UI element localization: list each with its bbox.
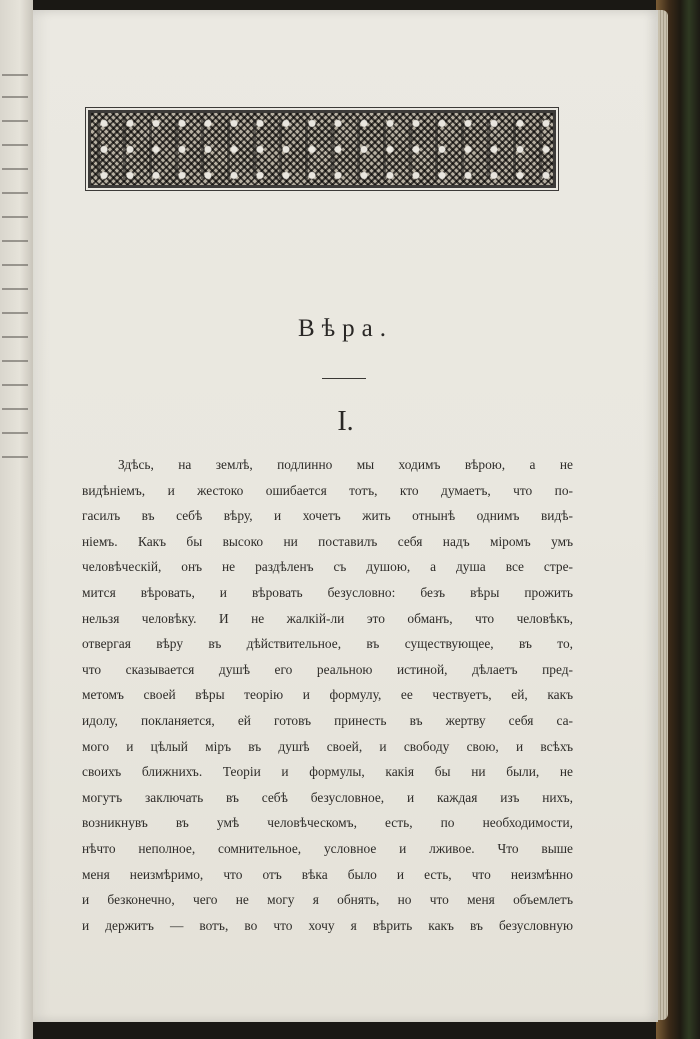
text-line: нельзя человѣку. И не жалкій-ли это обманъ, что человѣкъ, [82, 610, 573, 626]
text-line: гасилъ въ себѣ вѣру, и хочетъ жить отнынѣ однимъ видѣ- [82, 508, 573, 524]
section-numeral: I. [337, 406, 354, 437]
ornament-pattern [97, 119, 547, 179]
text-line: идолу, покланяется, ей готовъ принесть въ жертву себя са- [82, 712, 573, 728]
facing-page-text-fragment [2, 132, 28, 146]
facing-page-edge [0, 0, 33, 1039]
facing-page-text-fragment [2, 252, 28, 266]
facing-page-text-fragment [2, 396, 28, 410]
facing-page-text-fragment [2, 372, 28, 386]
facing-page-text-fragment [2, 420, 28, 434]
text-line: ніемъ. Какъ бы высоко ни поставилъ себя надъ міромъ умъ [82, 533, 573, 549]
facing-page-text-fragment [2, 228, 28, 242]
facing-page-text-fragment [2, 156, 28, 170]
text-line: метомъ своей вѣры теорію и формулу, ее чествуетъ, ей, какъ [82, 687, 573, 703]
text-line: человѣческій, онъ не раздѣленъ съ душою, а душа все стре- [82, 559, 573, 575]
text-line: меня неизмѣримо, что отъ вѣка было и есть, что неизмѣнно [82, 866, 573, 882]
text-line: видѣніемъ, и жестоко ошибается тотъ, кто думаетъ, что по- [82, 482, 573, 498]
chapter-title: Вѣра. [297, 315, 394, 342]
facing-page-text-fragment [2, 204, 28, 218]
facing-page-text-fragment [2, 84, 28, 98]
facing-page-text-fragment [2, 348, 28, 362]
facing-page-text-fragment [2, 444, 28, 458]
book-page [33, 10, 658, 1022]
text-line: отвергая вѣру въ дѣйствительное, въ существующее, въ то, [82, 636, 573, 652]
title-divider [322, 378, 366, 379]
facing-page-text-fragment [2, 276, 28, 290]
text-line: своихъ ближнихъ. Теоріи и формулы, какія бы ни были, не [82, 764, 573, 780]
facing-page-text-fragment [2, 62, 28, 76]
facing-page-text-fragment [2, 108, 28, 122]
text-line: мого и цѣлый міръ въ душѣ своей, и свободу свою, и всѣхъ [82, 738, 573, 754]
text-line: и держитъ — вотъ, во что хочу я вѣрить какъ въ безусловную [82, 917, 573, 933]
text-line: Здѣсь, на землѣ, подлинно мы ходимъ вѣрою, а не [118, 457, 573, 472]
ornamental-headpiece [88, 110, 556, 188]
text-line: могутъ заключать въ себѣ безусловное, и каждая изъ нихъ, [82, 789, 573, 805]
body-text [82, 452, 573, 938]
text-line: и безконечно, чего не могу я обнять, но что меня объемлетъ [82, 892, 573, 908]
facing-page-text-fragment [2, 324, 28, 338]
text-line: возникнувъ въ умѣ человѣческомъ, есть, по необходимости, [82, 815, 573, 831]
facing-page-text-fragment [2, 300, 28, 314]
text-line: что сказывается душѣ его реальною истиной, дѣлаетъ пред- [82, 661, 573, 677]
text-line: нѣчто неполное, сомнительное, условное и лживое. Что выше [82, 840, 573, 856]
text-line: мится вѣровать, и вѣровать безусловно: безъ вѣры прожить [82, 584, 573, 600]
facing-page-text-fragment [2, 180, 28, 194]
